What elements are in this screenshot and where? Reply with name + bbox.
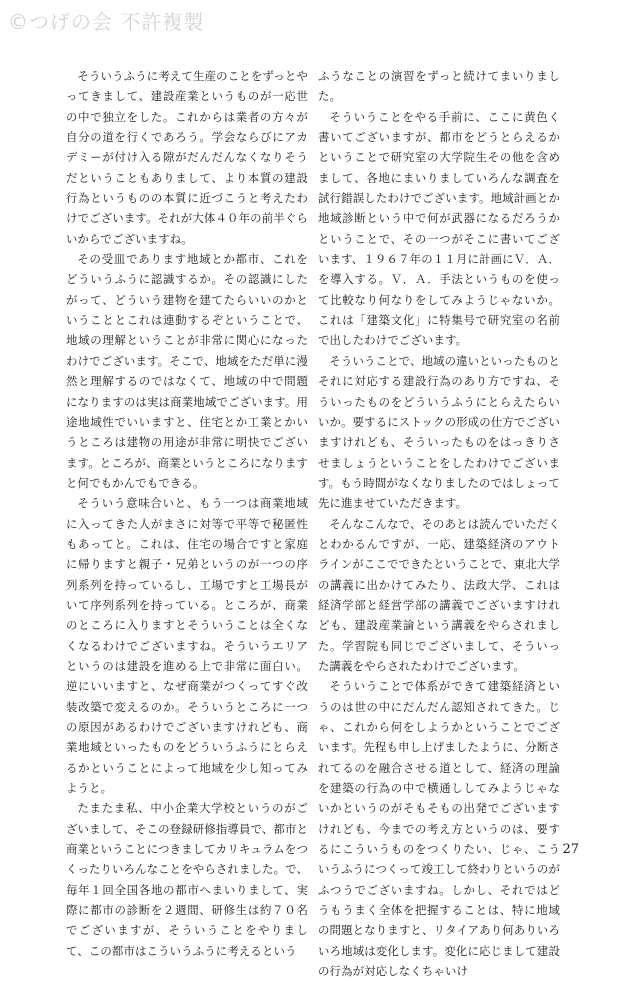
- paragraph: そういうふうに考えて生産のことをずっとやってきまして、建設産業というものが一応世の中で独立をした。これからは業者の方々が自分の道を行くであろう。学会ならびにアカデミーが付け入る隙がだんだんなくなりそうだということもありまして、より本質の建設行為というものの本質に近づこうと考えたわけでございます。それが大体４０年の前半ぐらいからでございますね。: [66, 69, 308, 246]
- paragraph: たまたま私、中小企業大学校というのがございまして、そこの登録研修指導員で、都市と商業ということにつきましてカリキュラムをつくったりいろんなことをやらされました。で、毎年１回全国各地の都市へまいりまして、実際に都市の診断を２週間、研修生は約７０名でございますが、そういうことをやりまして、この都市はこういうふうに考えるという: [66, 801, 309, 958]
- paragraph: そんなこんなで、そのあとは読んでいただくとわかるんですが、一応、建築経済のアウトラインがここでできたということで、東北大学の講義に出かけてみたり、法政大学、これは経済学部と経営学部の講義でございますけれども、建設産業論という講義をやらされました。学習院も同じでございまして、そういった講義をやらされたわけでございます。: [318, 516, 560, 673]
- paragraph: そういうことで体系ができて建築経済というのは世の中にだんだん認知されてきた。じゃ、これから何をしようかということでございます。先程も申し上げましたように、分断されてるのを融合させる道として、経済の理論を建築の行為の中で横通ししてみようじゃないかというのがそもそもの出発でございますけれども、今までの考え方というのは、要するにこういうものをつくりたい、じゃ、こういうふうにつくって竣工して終わりというのがふつうでございますね。しかし、それではどうもうまく全体を把握することは、特に地域の問題となりますと、リタイアあり何ありいろいろ地域は変化します。変化に応じまして建設の行為が対応しなくちゃいけ: [318, 679, 560, 979]
- copyright-watermark: ©つげの会 不許複製: [8, 10, 205, 34]
- paragraph: そういうことで、地域の違いといったものとそれに対応する建設行為のあり方ですね、そういったものをどういうふうにとらえたらいいか。要するにストックの形成の仕方でございますけれども、そういったものをはっきりさせましょうということをしたわけでございます。もう時間がなくなりましたのではしょって先に進ませていただきます。: [318, 353, 561, 511]
- left-text-column: [66, 66, 308, 961]
- page-number: 27: [562, 842, 579, 857]
- right-text-column: [318, 66, 560, 981]
- paragraph: そういう意味合いと、もう一つは商業地域に入ってきた人がまさに対等で平等で秘匿性もあってと。これは、住宅の場合ですと家庭に帰りますと親子・兄弟というのが一つの序列系列を持っているし、工場ですと工場長がいて序列系列を持っている。ところが、商業のところに入りますとそういうことは全くなくなるわけでございますね。そういうエリアというのは建設を進める上で非常に面白い。逆にいいますと、なぜ商業がつくってすぐ改装改築で変えるのか。そういうところに一つの原因があるわけでございますけれども、商業地域といったものをどういうふうにとらえるかということによって地域を少し知ってみようと。: [66, 496, 308, 796]
- paragraph: そういうことをやる手前に、ここに黄色く書いてございますが、都市をどうとらえるかということで研究室の大学院生その他を含めまして、各地にまいりましていろんな調査を試行錯誤したわけでございます。地域計画とか地域診断という中で何が武器になるだろうかということで、その一つがそこに書いてございます、１９６７年の１１月に計画にＶ．Ａ．を導入する。Ｖ．Ａ．手法というものを使って比較なり何なりをしてみようじゃないか。これは「建築文化」に特集号で研究室の名前で出したわけでございます。: [318, 109, 560, 348]
- paragraph-continued: ふうなことの演習をずっと続けてまいりました。: [318, 69, 560, 104]
- paragraph: その受皿であります地域とか都市、これをどういうふうに認識するか。その認識にしたがって、どういう建物を建てたらいいのかということとこれは連動するぞということで、地域の理解ということが非常に関心になったわけでございます。そこで、地域をただ単に漫然と理解するのではなくて、地域の中で問題になりますのは実は商業地域でございます。用途地域性でいいますと、住宅とか工業とかいうところは建物の用途が非常に明快でございます。ところが、商業というところになりますと何でもかんでもできる。: [66, 252, 308, 490]
